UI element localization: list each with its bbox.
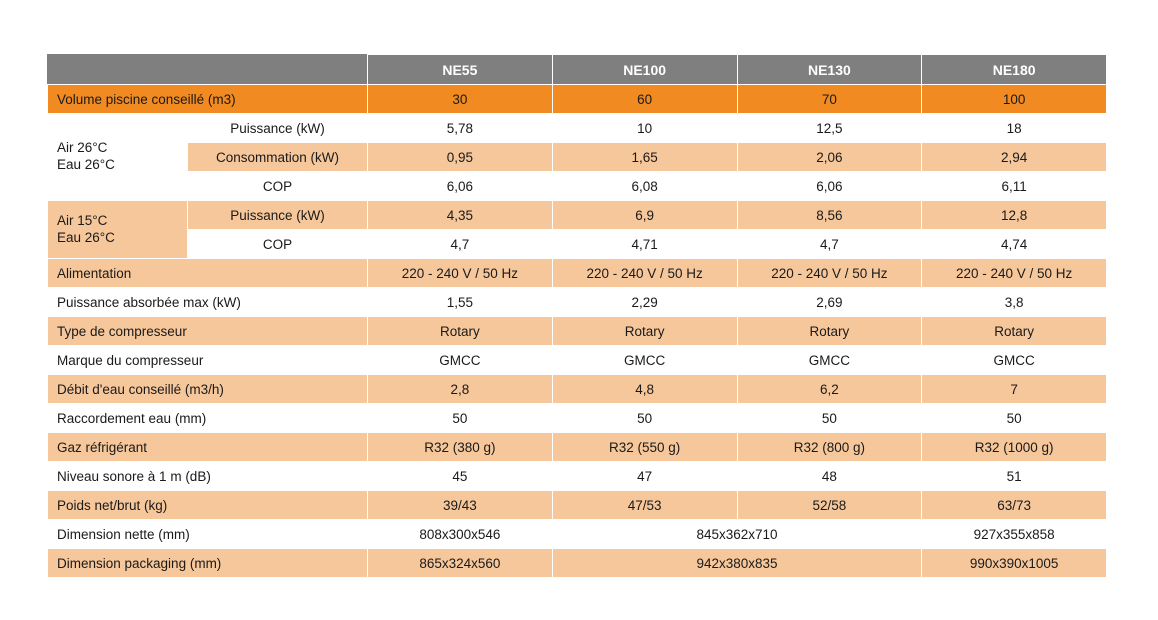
table-row bbox=[48, 433, 1107, 462]
cell-consommation-ne130: 2,06 bbox=[737, 143, 922, 172]
table-row bbox=[48, 491, 1107, 520]
cell-type-compresseur-ne55: Rotary bbox=[368, 317, 553, 346]
rowgroup-line1: Air 26°C bbox=[57, 140, 108, 156]
table-row bbox=[48, 201, 1107, 230]
table-row bbox=[48, 288, 1107, 317]
cell-consommation-ne180: 2,94 bbox=[922, 143, 1107, 172]
cell-sonore-ne180: 51 bbox=[922, 462, 1107, 491]
cell-alimentation-ne180: 220 - 240 V / 50 Hz bbox=[922, 259, 1107, 288]
cell-absorbee-ne130: 2,69 bbox=[737, 288, 922, 317]
table-row bbox=[48, 462, 1107, 491]
table-header-row bbox=[48, 55, 1107, 85]
cell-puissance15-ne55: 4,35 bbox=[368, 201, 553, 230]
cell-alimentation-ne130: 220 - 240 V / 50 Hz bbox=[737, 259, 922, 288]
row-label-dimension-packaging: Dimension packaging (mm) bbox=[48, 549, 368, 578]
row-label-cop-air15: COP bbox=[188, 230, 368, 259]
cell-volume-ne130: 70 bbox=[737, 85, 922, 114]
cell-debit-ne130: 6,2 bbox=[737, 375, 922, 404]
row-label-volume-piscine: Volume piscine conseillé (m3) bbox=[48, 85, 368, 114]
cell-poids-ne55: 39/43 bbox=[368, 491, 553, 520]
header-corner bbox=[48, 55, 368, 85]
header-model-ne180: NE180 bbox=[922, 55, 1107, 85]
cell-cop15-ne55: 4,7 bbox=[368, 230, 553, 259]
cell-puissance15-ne100: 6,9 bbox=[552, 201, 737, 230]
table-row bbox=[48, 317, 1107, 346]
cell-volume-ne180: 100 bbox=[922, 85, 1107, 114]
cell-debit-ne100: 4,8 bbox=[552, 375, 737, 404]
cell-gaz-ne55: R32 (380 g) bbox=[368, 433, 553, 462]
row-label-puissance-air26: Puissance (kW) bbox=[188, 114, 368, 143]
table-row bbox=[48, 85, 1107, 114]
cell-poids-ne180: 63/73 bbox=[922, 491, 1107, 520]
cell-raccordement-ne55: 50 bbox=[368, 404, 553, 433]
cell-gaz-ne180: R32 (1000 g) bbox=[922, 433, 1107, 462]
cell-raccordement-ne180: 50 bbox=[922, 404, 1107, 433]
cell-puissance26-ne130: 12,5 bbox=[737, 114, 922, 143]
row-label-raccordement-eau: Raccordement eau (mm) bbox=[48, 404, 368, 433]
cell-cop26-ne100: 6,08 bbox=[552, 172, 737, 201]
table-row bbox=[48, 520, 1107, 549]
cell-puissance26-ne100: 10 bbox=[552, 114, 737, 143]
row-label-consommation: Consommation (kW) bbox=[188, 143, 368, 172]
table-row bbox=[48, 549, 1107, 578]
cell-dimnette-ne180: 927x355x858 bbox=[922, 520, 1107, 549]
row-label-alimentation: Alimentation bbox=[48, 259, 368, 288]
cell-puissance15-ne180: 12,8 bbox=[922, 201, 1107, 230]
cell-marque-ne100: GMCC bbox=[552, 346, 737, 375]
cell-type-compresseur-ne180: Rotary bbox=[922, 317, 1107, 346]
cell-dimnette-ne100-ne130: 845x362x710 bbox=[552, 520, 922, 549]
cell-marque-ne180: GMCC bbox=[922, 346, 1107, 375]
table-row bbox=[48, 114, 1107, 143]
cell-absorbee-ne55: 1,55 bbox=[368, 288, 553, 317]
cell-raccordement-ne100: 50 bbox=[552, 404, 737, 433]
cell-cop15-ne180: 4,74 bbox=[922, 230, 1107, 259]
rowgroup-line2: Eau 26°C bbox=[57, 157, 115, 172]
cell-debit-ne55: 2,8 bbox=[368, 375, 553, 404]
header-model-ne100: NE100 bbox=[552, 55, 737, 85]
cell-cop26-ne180: 6,11 bbox=[922, 172, 1107, 201]
cell-consommation-ne100: 1,65 bbox=[552, 143, 737, 172]
row-label-debit-eau: Débit d'eau conseillé (m3/h) bbox=[48, 375, 368, 404]
rowgroup-air15-eau26 bbox=[48, 201, 188, 259]
cell-sonore-ne100: 47 bbox=[552, 462, 737, 491]
cell-absorbee-ne180: 3,8 bbox=[922, 288, 1107, 317]
cell-consommation-ne55: 0,95 bbox=[368, 143, 553, 172]
table-row bbox=[48, 230, 1107, 259]
row-label-puissance-absorbee: Puissance absorbée max (kW) bbox=[48, 288, 368, 317]
row-label-poids: Poids net/brut (kg) bbox=[48, 491, 368, 520]
cell-puissance26-ne180: 18 bbox=[922, 114, 1107, 143]
cell-poids-ne130: 52/58 bbox=[737, 491, 922, 520]
cell-type-compresseur-ne100: Rotary bbox=[552, 317, 737, 346]
cell-puissance15-ne130: 8,56 bbox=[737, 201, 922, 230]
rowgroup-air26-eau26 bbox=[48, 114, 188, 201]
row-label-dimension-nette: Dimension nette (mm) bbox=[48, 520, 368, 549]
cell-volume-ne100: 60 bbox=[552, 85, 737, 114]
row-label-puissance-air15: Puissance (kW) bbox=[188, 201, 368, 230]
rowgroup-line1: Air 15°C bbox=[57, 212, 108, 228]
table-row bbox=[48, 375, 1107, 404]
table-row bbox=[48, 172, 1107, 201]
cell-raccordement-ne130: 50 bbox=[737, 404, 922, 433]
row-label-gaz-refrigerant: Gaz réfrigérant bbox=[48, 433, 368, 462]
cell-sonore-ne55: 45 bbox=[368, 462, 553, 491]
cell-dimpack-ne100-ne130: 942x380x835 bbox=[552, 549, 922, 578]
cell-marque-ne55: GMCC bbox=[368, 346, 553, 375]
cell-absorbee-ne100: 2,29 bbox=[552, 288, 737, 317]
specifications-table bbox=[47, 54, 1107, 578]
cell-dimpack-ne180: 990x390x1005 bbox=[922, 549, 1107, 578]
rowgroup-line2: Eau 26°C bbox=[57, 229, 115, 245]
cell-type-compresseur-ne130: Rotary bbox=[737, 317, 922, 346]
table-row bbox=[48, 404, 1107, 433]
header-model-ne130: NE130 bbox=[737, 55, 922, 85]
cell-volume-ne55: 30 bbox=[368, 85, 553, 114]
row-label-cop-air26: COP bbox=[188, 172, 368, 201]
cell-gaz-ne130: R32 (800 g) bbox=[737, 433, 922, 462]
table-row bbox=[48, 259, 1107, 288]
cell-gaz-ne100: R32 (550 g) bbox=[552, 433, 737, 462]
cell-dimpack-ne55: 865x324x560 bbox=[368, 549, 553, 578]
table-row bbox=[48, 143, 1107, 172]
cell-cop15-ne100: 4,71 bbox=[552, 230, 737, 259]
cell-marque-ne130: GMCC bbox=[737, 346, 922, 375]
cell-puissance26-ne55: 5,78 bbox=[368, 114, 553, 143]
cell-debit-ne180: 7 bbox=[922, 375, 1107, 404]
row-label-niveau-sonore: Niveau sonore à 1 m (dB) bbox=[48, 462, 368, 491]
cell-cop15-ne130: 4,7 bbox=[737, 230, 922, 259]
cell-alimentation-ne100: 220 - 240 V / 50 Hz bbox=[552, 259, 737, 288]
cell-sonore-ne130: 48 bbox=[737, 462, 922, 491]
cell-alimentation-ne55: 220 - 240 V / 50 Hz bbox=[368, 259, 553, 288]
cell-poids-ne100: 47/53 bbox=[552, 491, 737, 520]
header-model-ne55: NE55 bbox=[368, 55, 553, 85]
cell-cop26-ne130: 6,06 bbox=[737, 172, 922, 201]
row-label-type-compresseur: Type de compresseur bbox=[48, 317, 368, 346]
cell-dimnette-ne55: 808x300x546 bbox=[368, 520, 553, 549]
row-label-marque-compresseur: Marque du compresseur bbox=[48, 346, 368, 375]
cell-cop26-ne55: 6,06 bbox=[368, 172, 553, 201]
table-row bbox=[48, 346, 1107, 375]
